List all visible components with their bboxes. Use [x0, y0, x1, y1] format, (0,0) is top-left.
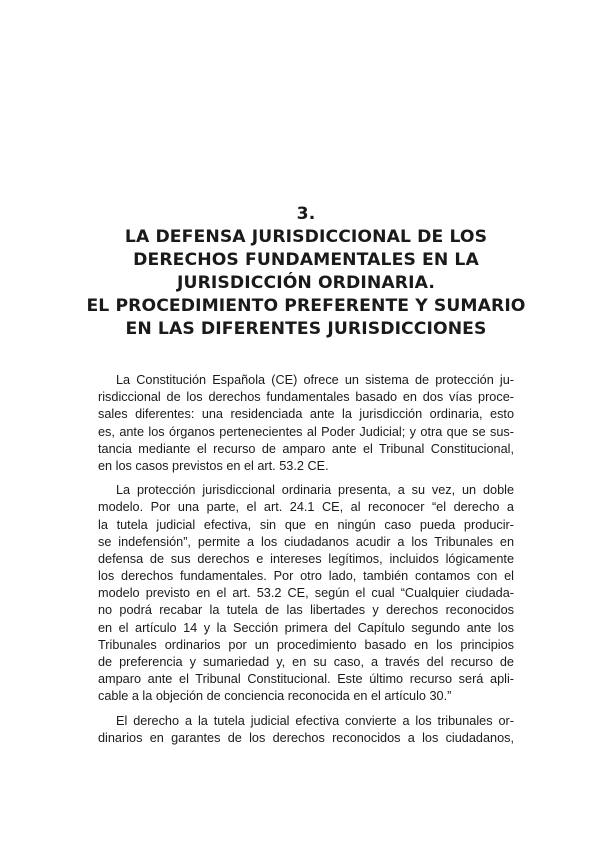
- body-text: [98, 372, 514, 754]
- chapter-title-line: DERECHOS FUNDAMENTALES EN LA: [133, 250, 479, 270]
- text-line: risdiccional de los derechos fundamentales basado en dos vías proce-: [98, 390, 514, 405]
- text-line: modelo previsto en el art. 53.2 CE, según el cual “Cualquier ciudada-: [98, 586, 514, 601]
- text-line: La protección jurisdiccional ordinaria presenta, a su vez, un doble: [116, 483, 514, 498]
- text-line: los derechos fundamentales. Por otro lado, también contamos con el: [98, 569, 514, 584]
- chapter-number: 3.: [296, 204, 316, 224]
- text-line: amparo ante el Tribunal Constitucional. Este último recurso será apli-: [98, 672, 514, 687]
- paragraph: [98, 372, 514, 475]
- text-line: La Constitución Española (CE) ofrece un sistema de protección ju-: [116, 373, 514, 387]
- text-line: defensa de sus derechos e intereses legítimos, incluidos lógicamente: [98, 551, 514, 566]
- paragraph: [98, 713, 514, 747]
- chapter-title-line: EL PROCEDIMIENTO PREFERENTE Y SUMARIO: [86, 296, 526, 316]
- text-line: Tribunales ordinarios por un procedimiento basado en los principios: [98, 637, 514, 652]
- text-line: modelo. Por una parte, el art. 24.1 CE, al reconocer “el derecho a: [98, 500, 514, 515]
- chapter-title-line: EN LAS DIFERENTES JURISDICCIONES: [125, 319, 487, 339]
- text-line: no podrá recabar la tutela de las libertades y derechos reconocidos: [98, 603, 514, 618]
- text-line: es, ante los órganos pertenecientes al Poder Judicial; y otra que se sus-: [98, 424, 514, 439]
- chapter-heading: [60, 203, 552, 341]
- paragraph: [98, 482, 514, 705]
- text-line: se indefensión”, permite a los ciudadanos acudir a los Tribunales en: [98, 534, 514, 549]
- chapter-title-line: JURISDICCIÓN ORDINARIA.: [177, 273, 435, 293]
- text-line: de preferencia y sumariedad y, en su caso, a través del recurso de: [98, 655, 514, 669]
- text-line: sales diferentes: una residenciada ante la jurisdicción ordinaria, esto: [98, 407, 514, 422]
- text-line: la tutela judicial efectiva, sin que en ningún caso pueda producir-: [98, 517, 514, 532]
- text-line: tancia mediante el recurso de amparo ante el Tribunal Constitucional,: [98, 441, 514, 456]
- text-line: El derecho a la tutela judicial efectiva convierte a los tribunales or-: [116, 713, 514, 728]
- chapter-title-line: LA DEFENSA JURISDICCIONAL DE LOS: [124, 227, 488, 247]
- text-line: cable a la objeción de conciencia reconocida en el artículo 30.”: [98, 689, 452, 704]
- text-line: en los casos previstos en el art. 53.2 CE.: [98, 458, 329, 473]
- text-line: en el artículo 14 y la Sección primera del Capítulo segundo ante los: [98, 620, 514, 635]
- text-line: dinarios en garantes de los derechos reconocidos a los ciudadanos,: [98, 730, 514, 745]
